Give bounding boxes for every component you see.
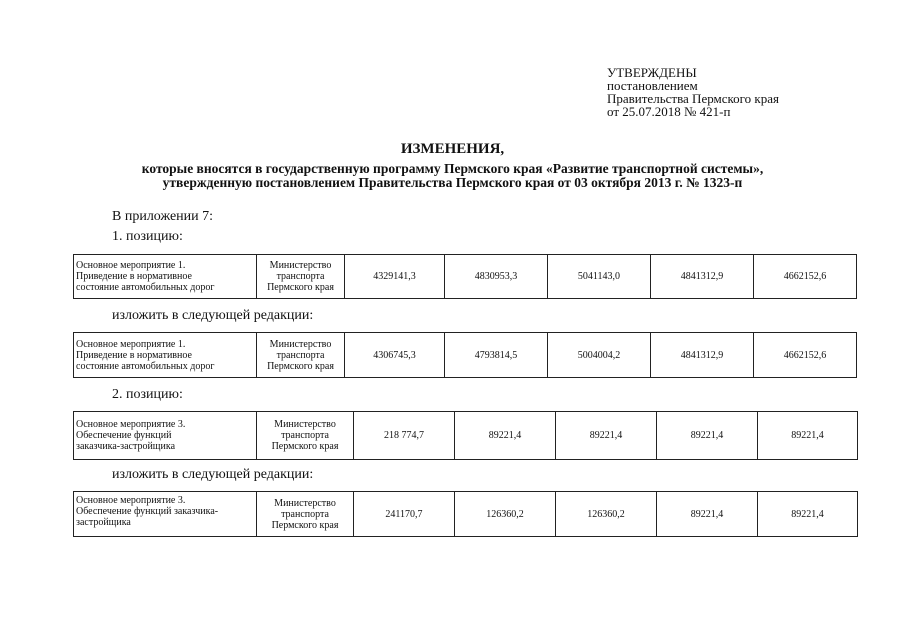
executor-cell: Министерство транспорта Пермского края [257, 255, 345, 299]
value-cell: 218 774,7 [354, 412, 455, 460]
position-table-new-2 [73, 491, 858, 537]
value-cell: 4662152,6 [754, 255, 857, 299]
value-cell: 4329141,3 [345, 255, 445, 299]
position-table-old-1 [73, 254, 857, 299]
value-cell: 4662152,6 [754, 333, 857, 378]
measure-description: Основное мероприятие 1. Приведение в нормативное состояние автомобильных дорог [74, 333, 257, 378]
value-cell: 4830953,3 [445, 255, 548, 299]
value-cell: 4793814,5 [445, 333, 548, 378]
value-cell: 126360,2 [455, 492, 556, 537]
value-cell: 5004004,2 [548, 333, 651, 378]
value-cell: 89221,4 [657, 492, 758, 537]
table-row [74, 255, 857, 299]
value-cell: 89221,4 [455, 412, 556, 460]
item1-label: 1. позицию: [112, 229, 183, 244]
value-cell: 89221,4 [657, 412, 758, 460]
new-edition-label-2: изложить в следующей редакции: [112, 467, 314, 482]
table-row [74, 412, 858, 460]
executor-cell: Министерство транспорта Пермского края [257, 333, 345, 378]
approved-line: УТВЕРЖДЕНЫ [607, 65, 697, 80]
table-row [74, 492, 858, 537]
measure-description: Основное мероприятие 1. Приведение в нормативное состояние автомобильных дорог [74, 255, 257, 299]
approval-stamp [607, 66, 779, 118]
executor-cell: Министерство транспорта Пермского края [257, 492, 354, 537]
value-cell: 5041143,0 [548, 255, 651, 299]
executor-cell: Министерство транспорта Пермского края [257, 412, 354, 460]
value-cell: 241170,7 [354, 492, 455, 537]
subtitle-line: утвержденную постановлением Правительства Пермского края от 03 октября 2013 г. № 1323-п [162, 175, 743, 190]
subtitle-line: которые вносятся в государственную программу Пермского края «Развитие транспортной системы», [141, 161, 764, 176]
measure-description: Основное мероприятие 3. Обеспечение функций заказчика-застройщика [74, 412, 257, 460]
value-cell: 126360,2 [556, 492, 657, 537]
appendix-label: В приложении 7: [112, 209, 214, 224]
approved-line: Правительства Пермского края [607, 91, 779, 106]
document-subtitle [0, 162, 905, 190]
value-cell: 4841312,9 [651, 333, 754, 378]
table-row [74, 333, 857, 378]
document-title: ИЗМЕНЕНИЯ, [400, 141, 505, 157]
new-edition-label-1: изложить в следующей редакции: [112, 308, 314, 323]
item2-label: 2. позицию: [112, 387, 183, 402]
position-table-old-2 [73, 411, 858, 460]
approved-line: постановлением [607, 78, 698, 93]
value-cell: 89221,4 [758, 492, 858, 537]
value-cell: 4841312,9 [651, 255, 754, 299]
measure-description: Основное мероприятие 3. Обеспечение функций заказчика- застройщика [74, 492, 257, 537]
value-cell: 89221,4 [758, 412, 858, 460]
position-table-new-1 [73, 332, 857, 378]
value-cell: 89221,4 [556, 412, 657, 460]
value-cell: 4306745,3 [345, 333, 445, 378]
approved-line: от 25.07.2018 № 421-п [607, 104, 731, 119]
